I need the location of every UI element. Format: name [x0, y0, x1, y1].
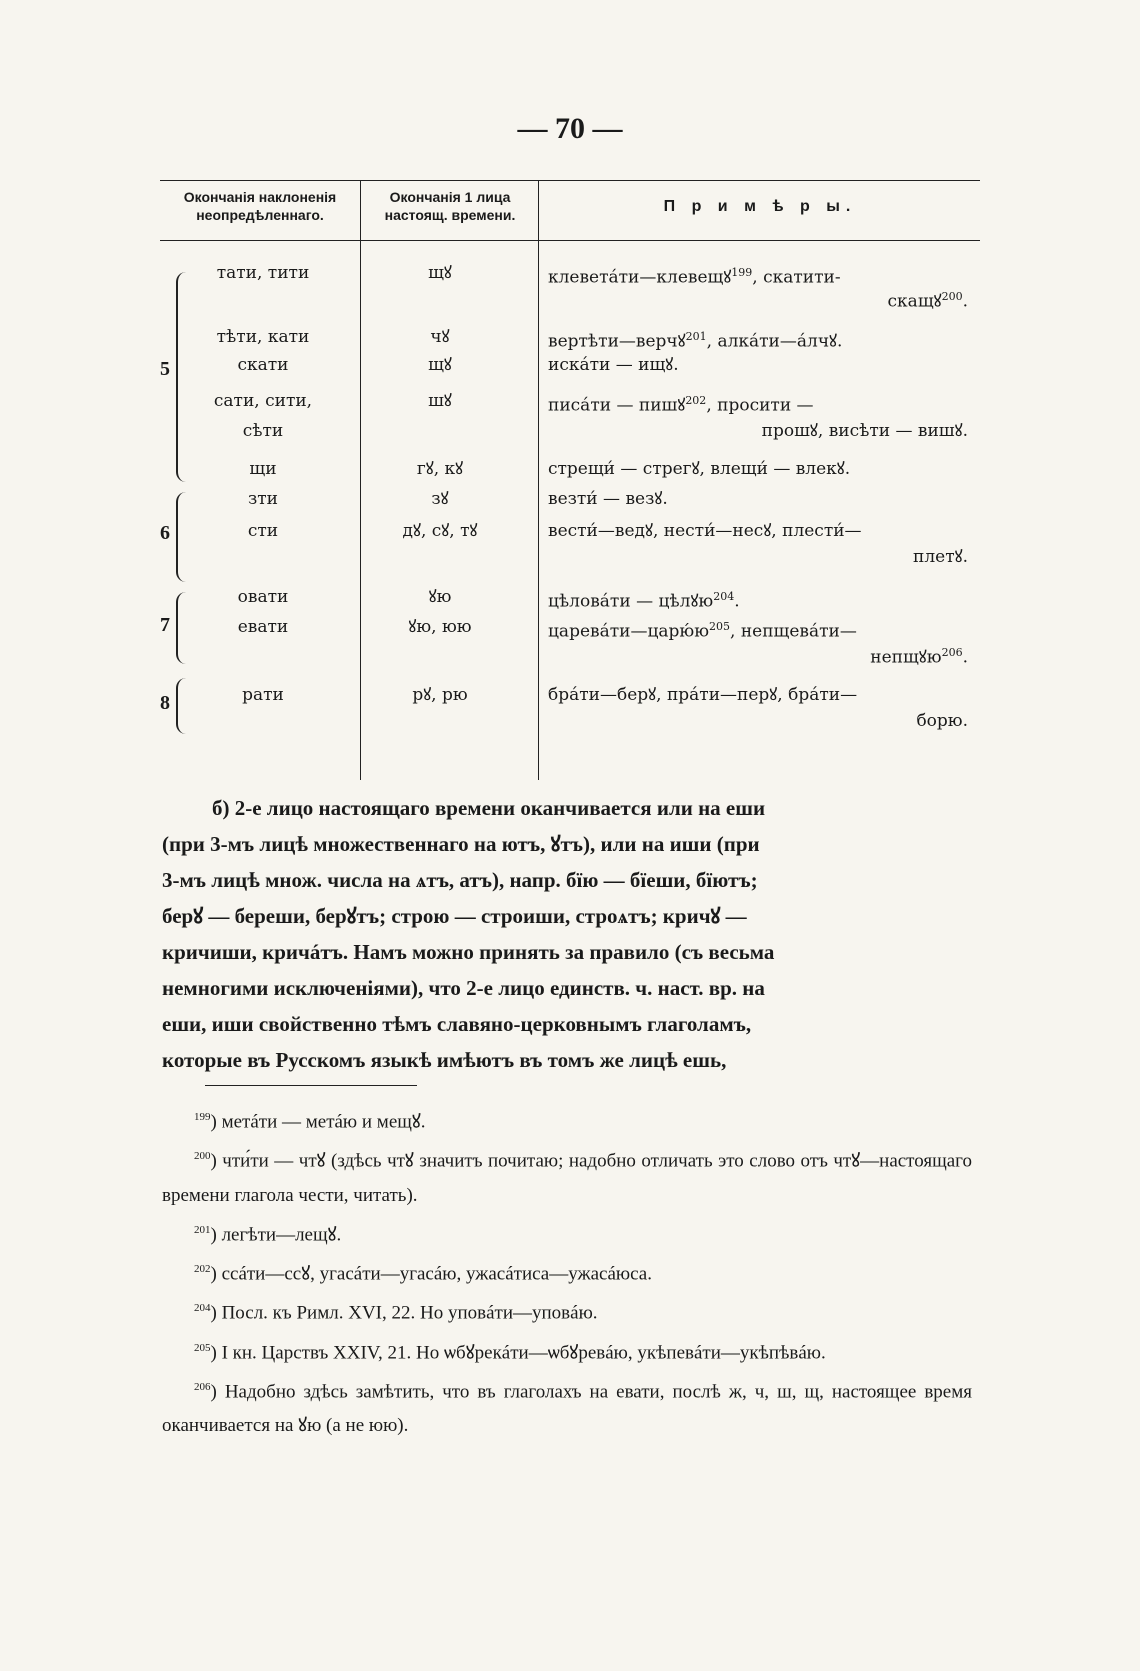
infinitive-ending: овати	[237, 587, 289, 607]
footnote: $^{204}$) Посл. къ Римл. XVI, 22. Но уповáти—уповáю.	[194, 1302, 598, 1324]
infinitive-ending: сти	[247, 521, 279, 541]
present-ending: щꙋ	[428, 263, 452, 283]
example-text: клеветáти—клевещꙋ$^{199}$, скатити-	[548, 266, 841, 288]
present-ending: рꙋ, рю	[412, 685, 468, 705]
footnote: $^{206}$) Надобно здѣсь замѣтить, что въ глаголахъ на евати, послѣ ж, ч, ш, щ, настоящее время оканчивается на ꙋю (а не юю).	[162, 1380, 972, 1437]
example-text: вертѣти—верчꙋ$^{201}$, алкáти—áлчꙋ.	[548, 330, 843, 352]
example-text: вести́—ведꙋ, нести́—несꙋ, плести́—	[548, 521, 862, 541]
infinitive-ending: сати, сити,	[213, 391, 313, 411]
present-ending: зꙋ	[431, 489, 449, 509]
infinitive-ending: зти	[247, 489, 278, 509]
example-text: брáти—берꙋ, прáти—перꙋ, брáти—	[548, 685, 858, 705]
body-paragraph	[162, 790, 972, 1078]
footnote-number: 202	[194, 1262, 211, 1275]
footnote: $^{199}$) метáти — метáю и мещꙋ.	[194, 1111, 426, 1133]
example-continuation: скащꙋ$^{200}$.	[887, 290, 968, 312]
example-text: цѣловáти — цѣлꙋю$^{204}$.	[548, 590, 740, 612]
group-number: 7	[160, 614, 170, 636]
header-examples: П р и м ѣ р ы.	[663, 198, 857, 215]
footnote-ref: 204	[713, 590, 735, 603]
text-line: б) 2-е лицо настоящаго времени оканчивается или на еши	[212, 796, 766, 820]
footnote-ref: 205	[709, 620, 731, 633]
example-continuation: прошꙋ, висѣти — вишꙋ.	[761, 421, 968, 441]
present-ending: гꙋ, кꙋ	[416, 459, 464, 479]
present-ending: ꙋю	[428, 587, 452, 607]
footnote-ref: 199	[731, 266, 753, 279]
table-divider-1	[360, 180, 361, 780]
infinitive-ending: сѣти	[242, 421, 284, 441]
infinitive-ending: рати	[242, 685, 284, 705]
example-continuation: непщꙋю$^{206}$.	[870, 646, 968, 668]
infinitive-ending: скати	[237, 355, 289, 375]
group-number: 5	[160, 358, 170, 380]
table-divider-2	[538, 180, 539, 780]
table-top-rule	[160, 180, 980, 181]
footnote-number: 199	[194, 1111, 211, 1123]
page-number: — 70 —	[517, 112, 623, 145]
example-continuation: борю.	[916, 711, 968, 731]
present-ending: шꙋ	[428, 391, 452, 411]
text-line: 3-мъ лицѣ множ. числа на ѧтъ, атъ), напр. бїю — бїеши, бїютъ;	[162, 868, 758, 892]
text-line: которые въ Русскомъ языкѣ имѣютъ въ томъ же лицѣ ешь,	[162, 1048, 727, 1072]
present-ending: ꙋю, юю	[408, 617, 472, 637]
present-ending: чꙋ	[430, 327, 450, 347]
header-present: Окончанія 1 лица настоящ. времени.	[384, 189, 516, 223]
footnote-ref: 201	[685, 330, 707, 343]
footnote-number: 205	[194, 1341, 211, 1354]
header-infinitive: Окончанія наклоненія неопредѣленнаго.	[183, 189, 337, 223]
footnote-ref: 202	[685, 394, 707, 407]
group-number: 8	[160, 692, 170, 714]
text-line: (при 3-мъ лицѣ множественнаго на ютъ, ꙋтъ), или на иши (при	[162, 832, 760, 856]
footnote: $^{205}$) I кн. Царствъ XXIV, 21. Но ѡбꙋрекáти—ѡбꙋревáю, укѣпевáти—укѣпѣвáю.	[194, 1341, 826, 1363]
infinitive-ending: тати, тити	[216, 263, 310, 283]
footnote-ref: 206	[941, 646, 963, 659]
example-continuation: плетꙋ.	[913, 547, 968, 567]
present-ending: дꙋ, сꙋ, тꙋ	[402, 521, 478, 541]
example-text: $царевáти—царю́ю^{205}$, непщевáти—	[548, 620, 857, 642]
infinitive-ending: щи	[249, 459, 277, 479]
example-text: везти́ — везꙋ.	[548, 489, 668, 509]
footnote-ref: 200	[941, 290, 963, 303]
footnote: $^{201}$) легѣти—лещꙋ.	[194, 1223, 342, 1245]
example-text: писáти — пишꙋ$^{202}$, просити —	[548, 394, 814, 416]
footnote-separator	[205, 1085, 417, 1086]
text-line: берꙋ — береши, берꙋтъ; строю — строиши, строѧтъ; кричꙋ —	[162, 904, 747, 928]
group-brace-5	[176, 272, 186, 482]
footnote-number: 206	[194, 1380, 211, 1393]
conjugation-table	[160, 180, 980, 780]
text-line: кричиши, кричáтъ. Намъ можно принять за правило (съ весьма	[162, 940, 775, 964]
footnote-number: 200	[194, 1150, 211, 1163]
footnote: $^{202}$) ссáти—ссꙋ, угасáти—угасáю, ужасáтиса—ужасáюса.	[194, 1262, 652, 1285]
footnote: $^{200}$) чти́ти — чтꙋ (здѣсь чтꙋ значитъ почитаю; надобно отличать это слово отъ чтꙋ—настоящаго времени глагола чести, читать).	[162, 1150, 972, 1206]
footnotes	[162, 1100, 972, 1443]
text-line: еши, иши свойственно тѣмъ славяно-церковнымъ глаголамъ,	[162, 1012, 752, 1036]
infinitive-ending: евати	[237, 617, 289, 637]
group-number: 6	[160, 522, 170, 544]
example-text: стрещи́ — стрегꙋ, влещи́ — влекꙋ.	[548, 459, 851, 479]
footnote-number: 204	[194, 1302, 211, 1315]
table-header-rule	[160, 240, 980, 241]
example-text: искáти — ищꙋ.	[548, 355, 679, 375]
infinitive-ending: тѣти, кати	[216, 327, 310, 347]
text-line: немногими исключеніями), что 2-е лицо единств. ч. наст. вр. на	[162, 976, 765, 1000]
footnote-number: 201	[194, 1223, 211, 1236]
present-ending: щꙋ	[428, 355, 452, 375]
